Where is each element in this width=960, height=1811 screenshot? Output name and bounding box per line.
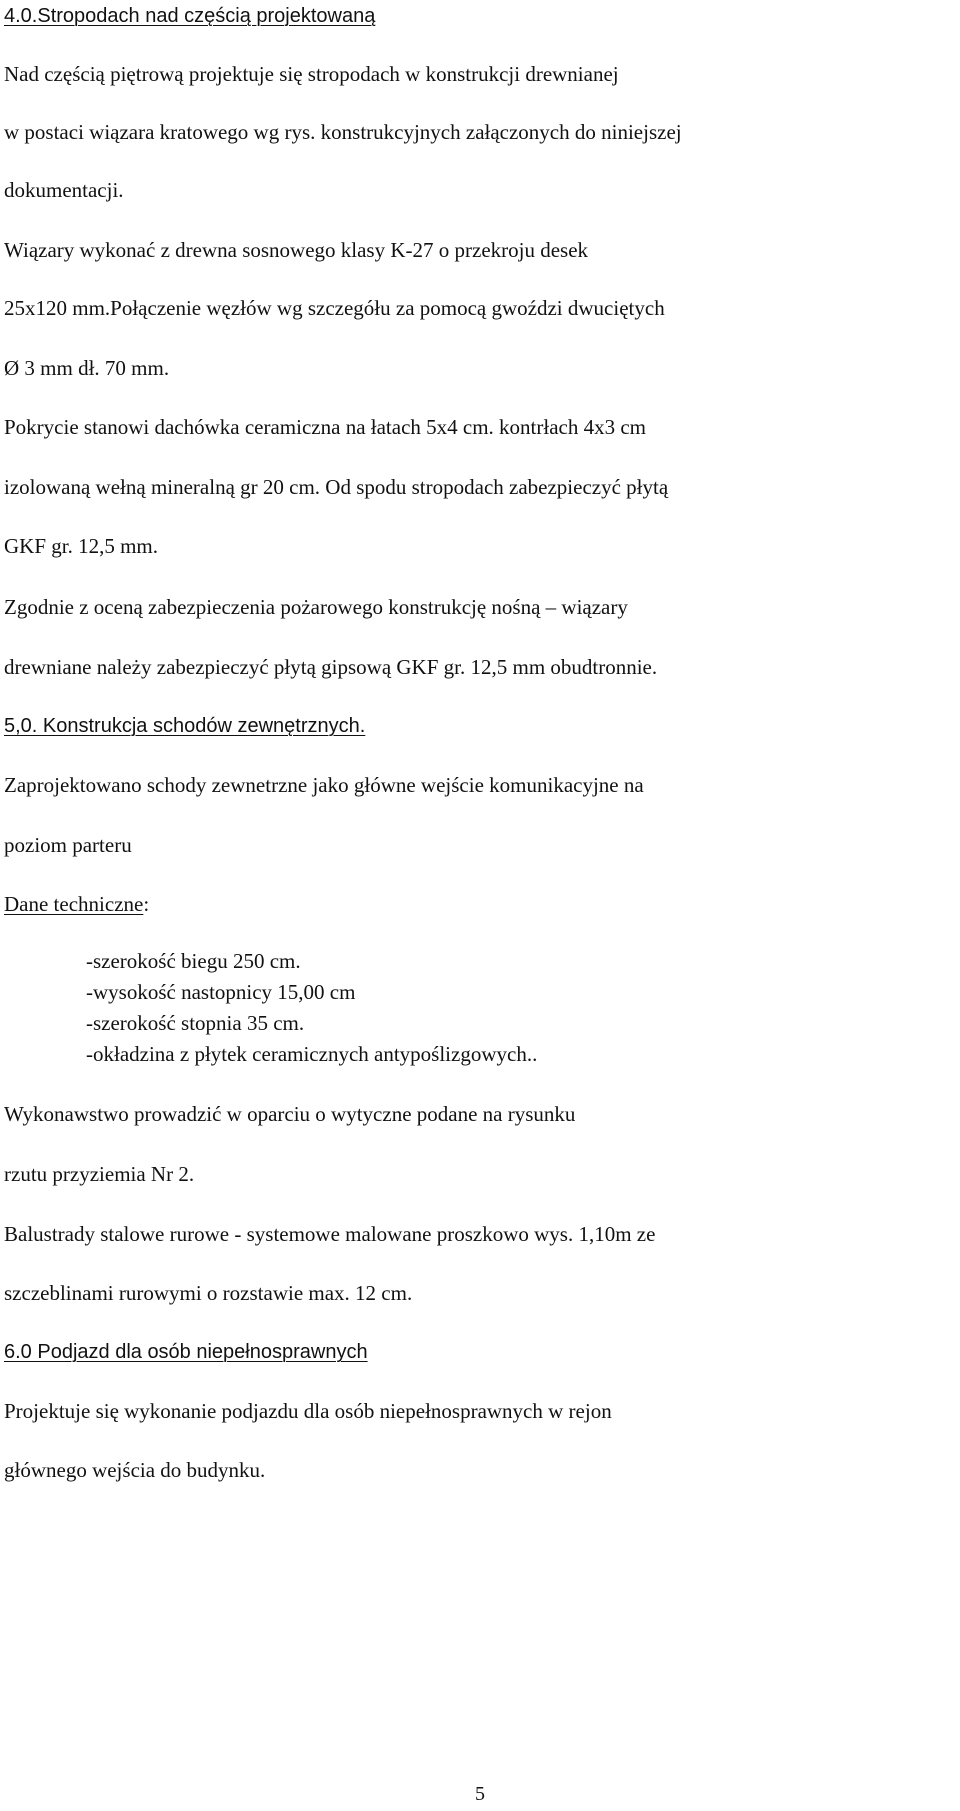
tech-item-4: -okładzina z płytek ceramicznych antypoślizgowych.. [86,1042,538,1066]
section-5-after-line-4: szczeblinami rurowymi o rozstawie max. 12 cm. [4,1281,413,1305]
section-6-line-2: głównego wejścia do budynku. [4,1458,266,1482]
section-5-after-line-1: Wykonawstwo prowadzić w oparciu o wytyczne podane na rysunku [4,1102,576,1126]
section-4-line-8: izolowaną wełną mineralną gr 20 cm. Od spodu stropodach zabezpieczyć płytą [4,475,669,499]
section-4-line-10: Zgodnie z oceną zabezpieczenia pożarowego konstrukcję nośną – wiązary [4,595,628,619]
tech-data-label: Dane techniczne [4,892,144,916]
section-6-line-1: Projektuje się wykonanie podjazdu dla osób niepełnosprawnych w rejon [4,1399,612,1423]
section-4-line-3: dokumentacji. [4,178,124,202]
section-5-heading: 5,0. Konstrukcja schodów zewnętrznych. [4,715,366,737]
section-4-line-11: drewniane należy zabezpieczyć płytą gipsową GKF gr. 12,5 mm obudtronnie. [4,655,658,679]
section-4-line-1: Nad częścią piętrową projektuje się stropodach w konstrukcji drewnianej [4,62,619,86]
section-4-line-2: w postaci wiązara kratowego wg rys. konstrukcyjnych załączonych do niniejszej [4,120,682,144]
section-4-line-7: Pokrycie stanowi dachówka ceramiczna na łatach 5x4 cm. kontrłach 4x3 cm [4,415,647,439]
section-5-after-line-2: rzutu przyziemia Nr 2. [4,1162,195,1186]
tech-item-1: -szerokość biegu 250 cm. [86,949,301,973]
tech-data-colon: : [143,892,150,916]
section-5-after-line-3: Balustrady stalowe rurowe - systemowe malowane proszkowo wys. 1,10m ze [4,1222,656,1246]
section-4-line-5: 25x120 mm.Połączenie węzłów wg szczegółu za pomocą gwoździ dwuciętych [4,296,665,320]
section-4-line-9: GKF gr. 12,5 mm. [4,534,159,558]
section-6-heading: 6.0 Podjazd dla osób niepełnosprawnych [4,1341,368,1363]
section-4-line-4: Wiązary wykonać z drewna sosnowego klasy K-27 o przekroju desek [4,238,589,262]
tech-data-heading [4,894,149,915]
section-5-intro-line-2: poziom parteru [4,833,132,857]
tech-item-3: -szerokość stopnia 35 cm. [86,1011,305,1035]
tech-item-2: -wysokość nastopnicy 15,00 cm [86,980,356,1004]
page-number: 5 [475,1783,485,1805]
section-4-line-6: Ø 3 mm dł. 70 mm. [4,356,170,380]
section-5-intro-line-1: Zaprojektowano schody zewnetrzne jako główne wejście komunikacyjne na [4,773,644,797]
section-4-heading: 4.0.Stropodach nad częścią projektowaną [4,5,376,27]
